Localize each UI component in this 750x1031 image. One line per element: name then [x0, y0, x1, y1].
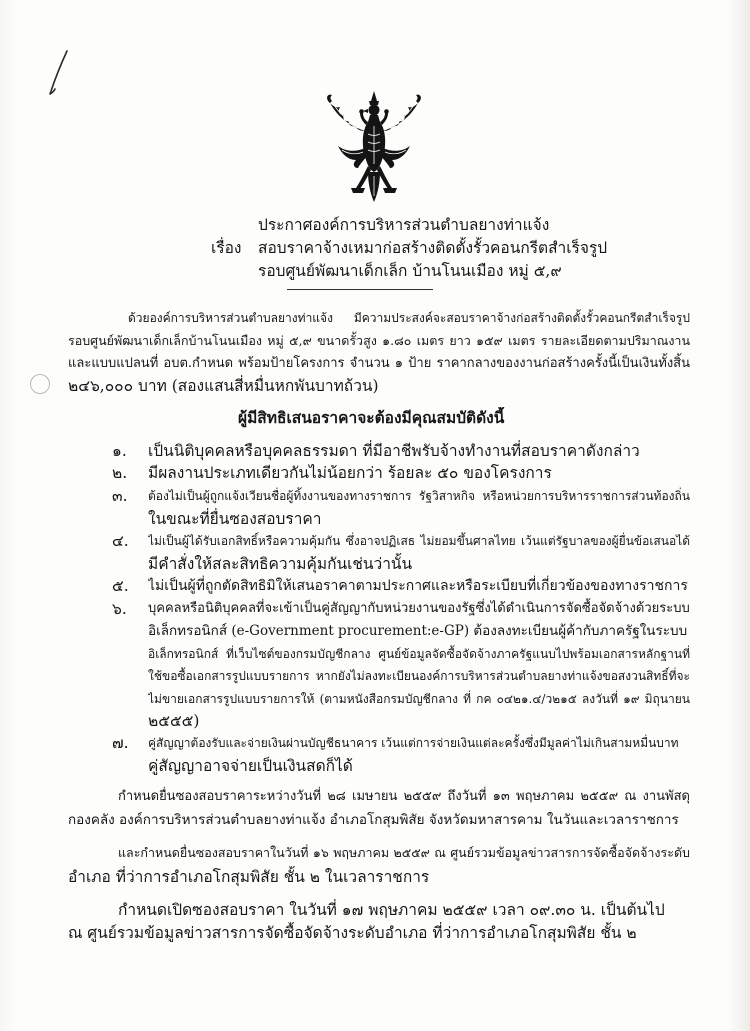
bid-opening-line: กำหนดเปิดซองสอบราคา ในวันที่ ๑๗ พฤษภาคม ๒๕๕๙ เวลา ๐๙.๓๐ น. เป็นต้นไป: [118, 901, 665, 919]
bid-opening-line: ณ ศูนย์รวมข้อมูลข่าวสารการจัดซื้อจัดจ้างระดับอำเภอ ที่ว่าการอำเภอโกสุมพิสัย ชั้น ๒: [68, 924, 637, 942]
list-item-text: ไม่เป็นผู้ที่ถูกตัดสิทธิมิให้เสนอราคาตามประกาศและหรือระเบียบที่เกี่ยวข้องของทางราชการ: [148, 578, 688, 594]
garuda-emblem-icon: [318, 90, 430, 204]
qualifications-heading: ผู้มีสิทธิเสนอราคาจะต้องมีคุณสมบัติดังนี้: [238, 408, 505, 427]
punch-hole: [29, 373, 51, 395]
district-submission-line: อำเภอ ที่ว่าการอำเภอโกสุมพิสัย ชั้น ๒ ในเวลาราชการ: [68, 868, 430, 886]
list-item-number: ๕.: [112, 577, 129, 595]
list-item-text: เป็นนิติบุคคลหรือบุคคลธรรมดา ที่มีอาชีพรับจ้างทำงานที่สอบราคาดังกล่าว: [148, 442, 640, 460]
intro-line: และแบบแปลนที่ อบต.กำหนด พร้อมป้ายโครงการ จำนวน ๑ ป้าย ราคากลางของงานก่อสร้างครั้งนี้เป็นเงินทั้งสิ้น: [68, 356, 690, 371]
header-divider: [287, 289, 433, 290]
list-item-number: ๖.: [112, 600, 127, 618]
list-item-text: อิเล็กทรอนิกส์ (e-Government procurement:e-GP) ต้องลงทะเบียนผู้ค้ากับภาครัฐในระบบ: [148, 623, 688, 639]
list-item-text: มีผลงานประเภทเดียวกันไม่น้อยกว่า ร้อยละ ๕๐ ของโครงการ: [148, 464, 552, 482]
announcement-title: ประกาศองค์การบริหารส่วนตำบลยางท่าแจ้ง: [258, 216, 550, 234]
list-item-number: ๗.: [112, 734, 129, 752]
subject-line: รอบศูนย์พัฒนาเด็กเล็ก บ้านโนนเมือง หมู่ ๕,๙: [258, 262, 562, 280]
handwritten-mark: [40, 44, 80, 100]
intro-line: รอบศูนย์พัฒนาเด็กเล็กบ้านโนนเมือง หมู่ ๕,๙ ขนาดรั้วสูง ๑.๘๐ เมตร ยาว ๑๕๙ เมตร รายละเอียดตามปริมาณงาน: [68, 333, 690, 348]
list-item-text: มีคำสั่งให้สละสิทธิความคุ้มกันเช่นว่านั้น: [148, 555, 413, 573]
subject-label: เรื่อง: [211, 239, 242, 257]
list-item-text: ไม่ขายเอกสารรูปแบบรายการให้ (ตามหนังสือกรมบัญชีกลาง ที่ กค ๐๔๒๑.๔/ว๒๑๕ ลงวันที่ ๑๙ มิถุนายน: [148, 692, 690, 706]
list-item-text: ๒๕๕๕): [148, 712, 200, 730]
submission-line: กำหนดยื่นซองสอบราคาระหว่างวันที่ ๒๘ เมษายน ๒๕๕๙ ถึงวันที่ ๑๓ พฤษภาคม ๒๕๕๙ ณ งานพัสดุ: [118, 789, 690, 804]
list-item-text: บุคคลหรือนิติบุคคลที่จะเข้าเป็นคู่สัญญากับหน่วยงานของรัฐซึ่งได้ดำเนินการจัดซื้อจัดจ้างด้วยระบบ: [148, 601, 690, 616]
list-item-text: อิเล็กทรอนิกส์ ที่เว็บไซต์ของกรมบัญชีกลาง ศูนย์ข้อมูลจัดซื้อจัดจ้างภาครัฐแนบไปพร้อมเอกสารหลักฐานที่: [148, 647, 690, 661]
list-item-text: ไม่เป็นผู้ได้รับเอกสิทธิ์หรือความคุ้มกัน ซึ่งอาจปฏิเสธ ไม่ยอมขึ้นศาลไทย เว้นแต่รัฐบาลของผู้ยื่นข้อเสนอได้: [148, 534, 690, 548]
list-item-text: คู่สัญญาต้องรับและจ่ายเงินผ่านบัญชีธนาคาร เว้นแต่การจ่ายเงินแต่ละครั้งซึ่งมีมูลค่าไม่เกินสามหมื่นบาท: [148, 736, 679, 750]
list-item-number: ๑.: [112, 442, 127, 460]
submission-line: กองคลัง องค์การบริหารส่วนตำบลยางท่าแจ้ง อำเภอโกสุมพิสัย จังหวัดมหาสารคาม ในวันและเวลาราชการ: [68, 812, 679, 828]
intro-line: ๒๔๖,๐๐๐ บาท (สองแสนสี่หมื่นหกพันบาทถ้วน): [68, 377, 379, 395]
list-item-text: คู่สัญญาอาจจ่ายเป็นเงินสดก็ได้: [148, 757, 353, 775]
list-item-text: ในขณะที่ยื่นซองสอบราคา: [148, 510, 322, 528]
list-item-text: ต้องไม่เป็นผู้ถูกแจ้งเวียนชื่อผู้ทิ้งงานของทางราชการ รัฐวิสาหกิจ หรือหน่วยการบริหารราชการส่วนท้องถิ่น: [148, 489, 690, 503]
list-item-number: ๓.: [112, 487, 128, 505]
list-item-number: ๔.: [112, 532, 129, 550]
district-submission-line: และกำหนดยื่นซองสอบราคาในวันที่ ๑๖ พฤษภาคม ๒๕๕๙ ณ ศูนย์รวมข้อมูลข่าวสารการจัดซื้อจัดจ้างระดับ: [118, 845, 690, 860]
list-item-number: ๒.: [112, 464, 128, 482]
intro-line: ด้วยองค์การบริหารส่วนตำบลยางท่าแจ้ง มีความประสงค์จะสอบราคาจ้างก่อสร้างติดตั้งรั้วคอนกรีตสำเร็จรูป: [128, 311, 690, 325]
subject-line: สอบราคาจ้างเหมาก่อสร้างติดตั้งรั้วคอนกรีตสำเร็จรูป: [258, 239, 608, 257]
list-item-text: ใช้ขอซื้อเอกสารรูปแบบรายการ หากยังไม่ลงทะเบียนองค์การบริหารส่วนตำบลยางท่าแจ้งขอสงวนสิทธิ์ที่จะ: [148, 669, 690, 683]
